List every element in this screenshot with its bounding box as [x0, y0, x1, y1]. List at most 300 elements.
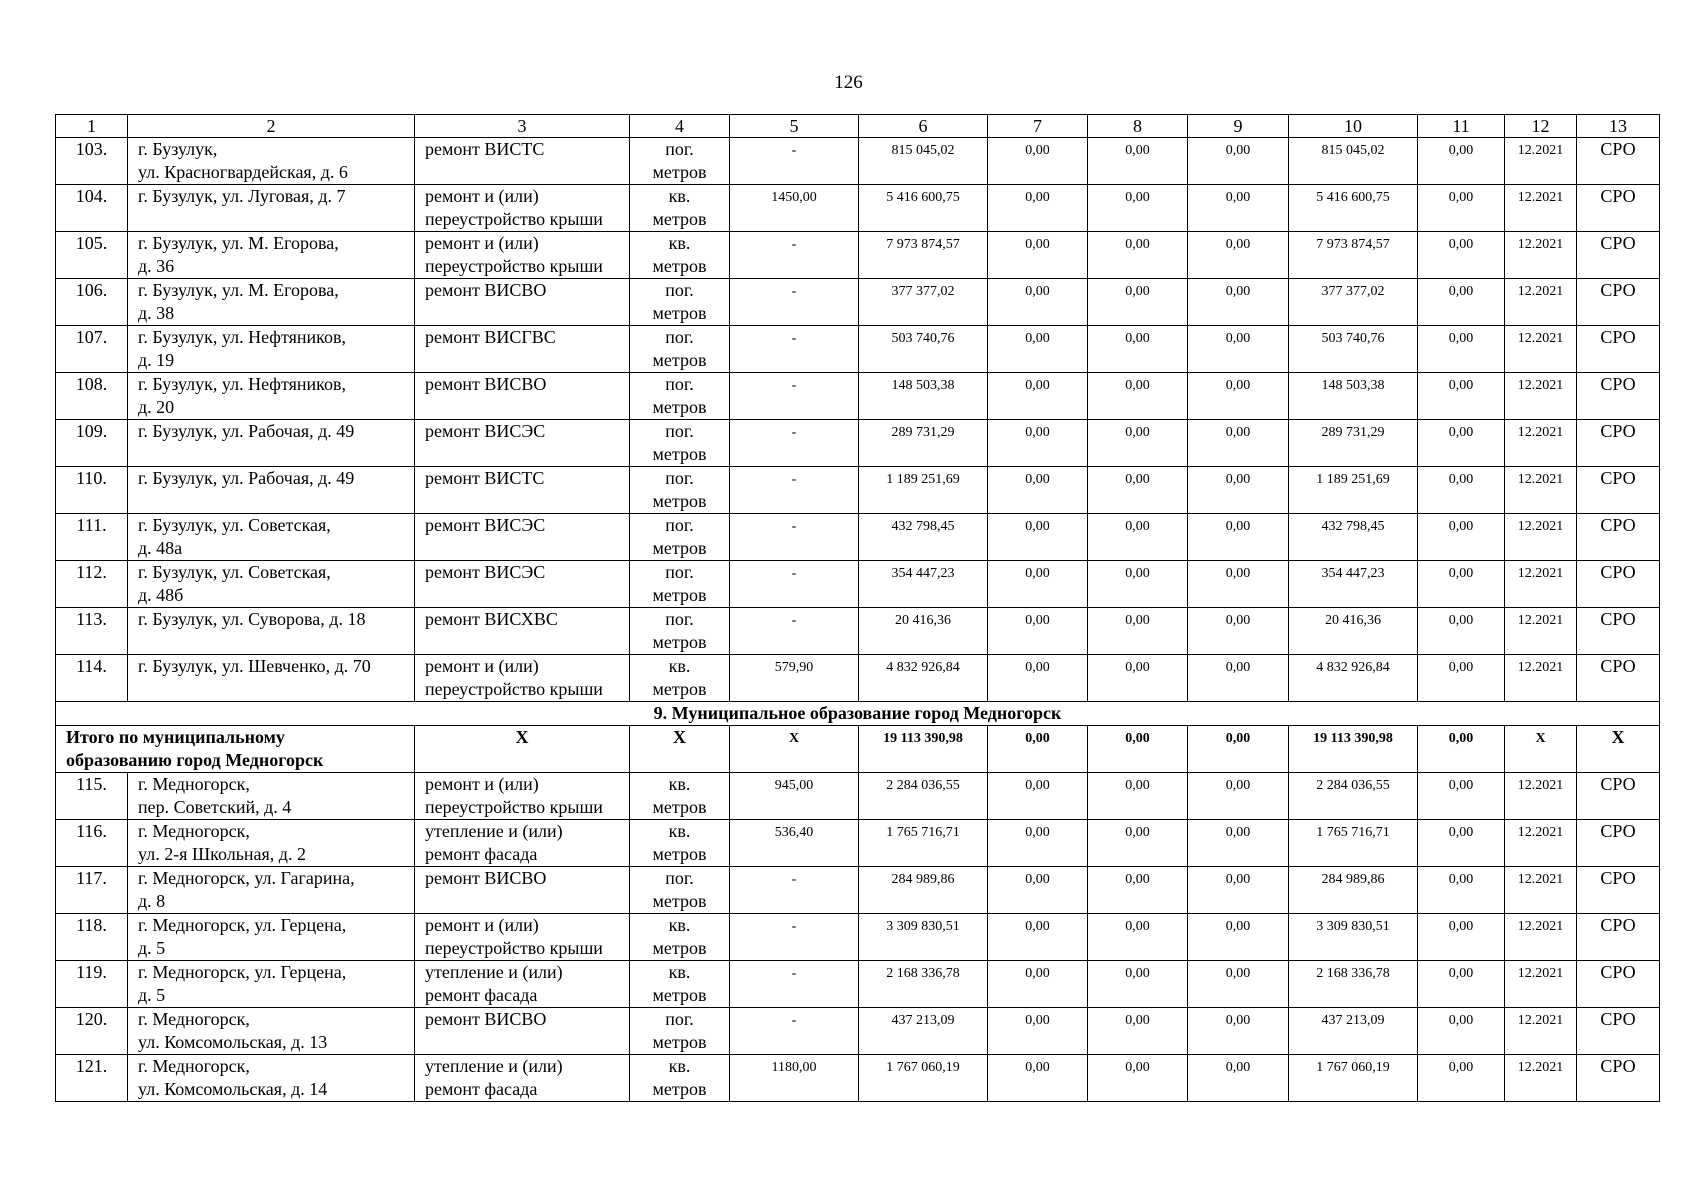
date-cell: 12.2021 — [1505, 326, 1577, 373]
address-line1: г. Бузулук, ул. М. Егорова, — [138, 233, 339, 253]
date-cell: 12.2021 — [1505, 655, 1577, 702]
work-type-line1: ремонт и (или) — [425, 915, 539, 935]
col8-cell: 0,00 — [1088, 820, 1188, 867]
date-cell: 12.2021 — [1505, 514, 1577, 561]
date-cell: 12.2021 — [1505, 1055, 1577, 1102]
table-body-section — [56, 702, 1660, 773]
col10-cell: 1 765 716,71 — [1289, 820, 1418, 867]
unit-line2: метров — [652, 350, 707, 370]
row-number: 103. — [56, 138, 128, 185]
table-row — [56, 1008, 1660, 1055]
work-type-cell — [415, 773, 630, 820]
row-number: 105. — [56, 232, 128, 279]
total-col10: 19 113 390,98 — [1289, 726, 1418, 773]
unit-cell — [630, 561, 730, 608]
total-cost-cell: 20 416,36 — [859, 608, 988, 655]
address-cell — [128, 420, 415, 467]
header-cell: 5 — [730, 115, 859, 138]
col11-cell: 0,00 — [1418, 1008, 1505, 1055]
col10-cell: 284 989,86 — [1289, 867, 1418, 914]
table-row — [56, 561, 1660, 608]
col10-cell: 503 740,76 — [1289, 326, 1418, 373]
method-cell: СРО — [1577, 326, 1660, 373]
area-cell: - — [730, 467, 859, 514]
address-line1: г. Бузулук, ул. Рабочая, д. 49 — [138, 421, 355, 441]
work-type-line1: ремонт ВИСТС — [425, 468, 545, 488]
work-type-line1: ремонт и (или) — [425, 656, 539, 676]
table-body-buzuluk — [56, 138, 1660, 702]
work-type-line2: переустройство крыши — [425, 679, 603, 699]
col7-cell: 0,00 — [988, 820, 1088, 867]
unit-line2: метров — [652, 679, 707, 699]
method-cell: СРО — [1577, 608, 1660, 655]
total-cost-cell: 4 832 926,84 — [859, 655, 988, 702]
address-line2: пер. Советский, д. 4 — [138, 797, 292, 817]
unit-cell — [630, 1008, 730, 1055]
date-cell: 12.2021 — [1505, 420, 1577, 467]
col7-cell: 0,00 — [988, 467, 1088, 514]
row-number: 108. — [56, 373, 128, 420]
header-cell: 10 — [1289, 115, 1418, 138]
area-cell: - — [730, 961, 859, 1008]
header-cell: 4 — [630, 115, 730, 138]
unit-line1: кв. — [668, 821, 691, 841]
col11-cell: 0,00 — [1418, 326, 1505, 373]
col11-cell: 0,00 — [1418, 279, 1505, 326]
col9-cell: 0,00 — [1188, 326, 1289, 373]
total-cost-cell: 2 168 336,78 — [859, 961, 988, 1008]
col7-cell: 0,00 — [988, 279, 1088, 326]
method-cell: СРО — [1577, 279, 1660, 326]
unit-cell — [630, 655, 730, 702]
unit-line2: метров — [652, 632, 707, 652]
total-cost-cell: 284 989,86 — [859, 867, 988, 914]
unit-line1: пог. — [665, 609, 694, 629]
work-type-cell — [415, 326, 630, 373]
total-col12: Х — [1505, 726, 1577, 773]
col7-cell: 0,00 — [988, 185, 1088, 232]
work-type-line1: ремонт ВИСВО — [425, 868, 547, 888]
col10-cell: 354 447,23 — [1289, 561, 1418, 608]
col9-cell: 0,00 — [1188, 820, 1289, 867]
area-cell: - — [730, 561, 859, 608]
work-type-cell — [415, 961, 630, 1008]
row-number: 110. — [56, 467, 128, 514]
unit-line2: метров — [652, 985, 707, 1005]
total-cost-cell: 815 045,02 — [859, 138, 988, 185]
unit-line2: метров — [652, 797, 707, 817]
col9-cell: 0,00 — [1188, 514, 1289, 561]
total-cost-cell: 432 798,45 — [859, 514, 988, 561]
work-type-line2: переустройство крыши — [425, 256, 603, 276]
col10-cell: 20 416,36 — [1289, 608, 1418, 655]
col10-cell: 432 798,45 — [1289, 514, 1418, 561]
unit-line2: метров — [652, 397, 707, 417]
date-cell: 12.2021 — [1505, 279, 1577, 326]
unit-line2: метров — [652, 891, 707, 911]
unit-line2: метров — [652, 938, 707, 958]
address-cell — [128, 1055, 415, 1102]
header-cell: 3 — [415, 115, 630, 138]
date-cell: 12.2021 — [1505, 232, 1577, 279]
total-col8: 0,00 — [1088, 726, 1188, 773]
address-line1: г. Бузулук, ул. Советская, — [138, 515, 331, 535]
address-cell — [128, 961, 415, 1008]
method-cell: СРО — [1577, 561, 1660, 608]
table-body-mednogorsk — [56, 773, 1660, 1102]
address-line2: д. 20 — [138, 397, 175, 417]
address-cell — [128, 514, 415, 561]
col9-cell: 0,00 — [1188, 467, 1289, 514]
col10-cell: 4 832 926,84 — [1289, 655, 1418, 702]
row-number: 118. — [56, 914, 128, 961]
col9-cell: 0,00 — [1188, 773, 1289, 820]
total-col6: 19 113 390,98 — [859, 726, 988, 773]
total-col4: Х — [630, 726, 730, 773]
unit-cell — [630, 420, 730, 467]
work-type-cell — [415, 1055, 630, 1102]
work-type-cell — [415, 373, 630, 420]
row-number: 104. — [56, 185, 128, 232]
total-col13: Х — [1577, 726, 1660, 773]
section-row — [56, 702, 1660, 726]
date-cell: 12.2021 — [1505, 773, 1577, 820]
page-number: 126 — [834, 72, 863, 93]
unit-line1: пог. — [665, 421, 694, 441]
address-line2: ул. Комсомольская, д. 14 — [138, 1079, 328, 1099]
col10-cell: 5 416 600,75 — [1289, 185, 1418, 232]
work-type-line1: утепление и (или) — [425, 1056, 563, 1076]
unit-cell — [630, 961, 730, 1008]
header-cell: 13 — [1577, 115, 1660, 138]
col10-cell: 148 503,38 — [1289, 373, 1418, 420]
work-type-cell — [415, 1008, 630, 1055]
row-number: 109. — [56, 420, 128, 467]
method-cell: СРО — [1577, 373, 1660, 420]
row-number: 113. — [56, 608, 128, 655]
col7-cell: 0,00 — [988, 867, 1088, 914]
column-number-header — [56, 115, 1660, 138]
total-col9: 0,00 — [1188, 726, 1289, 773]
date-cell: 12.2021 — [1505, 820, 1577, 867]
col9-cell: 0,00 — [1188, 1055, 1289, 1102]
total-cost-cell: 3 309 830,51 — [859, 914, 988, 961]
unit-cell — [630, 514, 730, 561]
col9-cell: 0,00 — [1188, 1008, 1289, 1055]
table-row — [56, 655, 1660, 702]
col7-cell: 0,00 — [988, 373, 1088, 420]
col7-cell: 0,00 — [988, 326, 1088, 373]
table-row — [56, 279, 1660, 326]
col9-cell: 0,00 — [1188, 232, 1289, 279]
col8-cell: 0,00 — [1088, 961, 1188, 1008]
col7-cell: 0,00 — [988, 655, 1088, 702]
total-col3: Х — [415, 726, 630, 773]
unit-cell — [630, 326, 730, 373]
col10-cell: 815 045,02 — [1289, 138, 1418, 185]
date-cell: 12.2021 — [1505, 867, 1577, 914]
total-label-line1: Итого по муниципальному — [66, 727, 285, 747]
work-type-cell — [415, 232, 630, 279]
unit-cell — [630, 373, 730, 420]
col7-cell: 0,00 — [988, 138, 1088, 185]
work-type-cell — [415, 820, 630, 867]
table-row — [56, 232, 1660, 279]
row-number: 121. — [56, 1055, 128, 1102]
method-cell: СРО — [1577, 1008, 1660, 1055]
header-cell: 7 — [988, 115, 1088, 138]
date-cell: 12.2021 — [1505, 561, 1577, 608]
work-type-line1: ремонт ВИСВО — [425, 280, 547, 300]
work-type-cell — [415, 467, 630, 514]
col11-cell: 0,00 — [1418, 138, 1505, 185]
table-row — [56, 326, 1660, 373]
col8-cell: 0,00 — [1088, 185, 1188, 232]
table-row — [56, 820, 1660, 867]
row-number: 117. — [56, 867, 128, 914]
area-cell: - — [730, 232, 859, 279]
col11-cell: 0,00 — [1418, 514, 1505, 561]
unit-line1: кв. — [668, 774, 691, 794]
address-line2: д. 48а — [138, 538, 183, 558]
col8-cell: 0,00 — [1088, 279, 1188, 326]
row-number: 116. — [56, 820, 128, 867]
unit-line2: метров — [652, 162, 707, 182]
work-type-cell — [415, 185, 630, 232]
area-cell: - — [730, 914, 859, 961]
unit-line1: кв. — [668, 962, 691, 982]
area-cell: - — [730, 608, 859, 655]
address-cell — [128, 279, 415, 326]
col9-cell: 0,00 — [1188, 961, 1289, 1008]
area-cell: 945,00 — [730, 773, 859, 820]
work-type-line2: переустройство крыши — [425, 938, 603, 958]
unit-cell — [630, 232, 730, 279]
address-line1: г. Бузулук, ул. Нефтяников, — [138, 327, 346, 347]
row-number: 112. — [56, 561, 128, 608]
unit-line1: пог. — [665, 515, 694, 535]
address-cell — [128, 232, 415, 279]
unit-cell — [630, 185, 730, 232]
work-type-line1: утепление и (или) — [425, 962, 563, 982]
address-line2: ул. 2-я Школьная, д. 2 — [138, 844, 306, 864]
address-cell — [128, 185, 415, 232]
col9-cell: 0,00 — [1188, 185, 1289, 232]
date-cell: 12.2021 — [1505, 1008, 1577, 1055]
table-row — [56, 185, 1660, 232]
work-type-line2: переустройство крыши — [425, 797, 603, 817]
col8-cell: 0,00 — [1088, 138, 1188, 185]
work-type-cell — [415, 279, 630, 326]
address-cell — [128, 561, 415, 608]
col11-cell: 0,00 — [1418, 467, 1505, 514]
address-line2: д. 36 — [138, 256, 175, 276]
unit-cell — [630, 820, 730, 867]
address-cell — [128, 467, 415, 514]
method-cell: СРО — [1577, 514, 1660, 561]
total-cost-cell: 503 740,76 — [859, 326, 988, 373]
table-row — [56, 608, 1660, 655]
date-cell: 12.2021 — [1505, 373, 1577, 420]
unit-line2: метров — [652, 303, 707, 323]
address-line1: г. Бузулук, — [138, 139, 218, 159]
total-cost-cell: 7 973 874,57 — [859, 232, 988, 279]
header-cell: 12 — [1505, 115, 1577, 138]
area-cell: 1450,00 — [730, 185, 859, 232]
unit-line1: пог. — [665, 139, 694, 159]
address-line1: г. Бузулук, ул. Рабочая, д. 49 — [138, 468, 355, 488]
address-cell — [128, 138, 415, 185]
table-row — [56, 914, 1660, 961]
table-row — [56, 514, 1660, 561]
area-cell: 579,90 — [730, 655, 859, 702]
unit-line1: пог. — [665, 868, 694, 888]
col11-cell: 0,00 — [1418, 914, 1505, 961]
unit-line1: кв. — [668, 233, 691, 253]
address-cell — [128, 867, 415, 914]
date-cell: 12.2021 — [1505, 608, 1577, 655]
unit-line1: пог. — [665, 374, 694, 394]
address-line1: г. Медногорск, — [138, 1056, 250, 1076]
address-cell — [128, 1008, 415, 1055]
total-label-line2: образованию город Медногорск — [66, 750, 324, 770]
work-type-line2: ремонт фасада — [425, 985, 538, 1005]
address-cell — [128, 608, 415, 655]
work-type-cell — [415, 138, 630, 185]
work-type-cell — [415, 655, 630, 702]
header-cell: 8 — [1088, 115, 1188, 138]
unit-line2: метров — [652, 444, 707, 464]
col7-cell: 0,00 — [988, 1055, 1088, 1102]
area-cell: 536,40 — [730, 820, 859, 867]
total-cost-cell: 437 213,09 — [859, 1008, 988, 1055]
col11-cell: 0,00 — [1418, 373, 1505, 420]
header-cell: 1 — [56, 115, 128, 138]
address-line1: г. Медногорск, ул. Герцена, — [138, 915, 347, 935]
unit-cell — [630, 467, 730, 514]
col7-cell: 0,00 — [988, 773, 1088, 820]
col10-cell: 3 309 830,51 — [1289, 914, 1418, 961]
col9-cell: 0,00 — [1188, 561, 1289, 608]
address-cell — [128, 914, 415, 961]
address-line2: д. 8 — [138, 891, 166, 911]
col9-cell: 0,00 — [1188, 279, 1289, 326]
method-cell: СРО — [1577, 232, 1660, 279]
method-cell: СРО — [1577, 655, 1660, 702]
col8-cell: 0,00 — [1088, 232, 1188, 279]
unit-line2: метров — [652, 1079, 707, 1099]
area-cell: - — [730, 279, 859, 326]
row-number: 120. — [56, 1008, 128, 1055]
col11-cell: 0,00 — [1418, 867, 1505, 914]
total-col5: Х — [730, 726, 859, 773]
unit-cell — [630, 773, 730, 820]
unit-line1: пог. — [665, 468, 694, 488]
unit-cell — [630, 914, 730, 961]
date-cell: 12.2021 — [1505, 185, 1577, 232]
unit-cell — [630, 867, 730, 914]
address-line2: д. 5 — [138, 938, 166, 958]
col8-cell: 0,00 — [1088, 1008, 1188, 1055]
col11-cell: 0,00 — [1418, 185, 1505, 232]
work-type-line1: ремонт и (или) — [425, 233, 539, 253]
address-line1: г. Медногорск, — [138, 821, 250, 841]
unit-line1: пог. — [665, 1009, 694, 1029]
col11-cell: 0,00 — [1418, 820, 1505, 867]
method-cell: СРО — [1577, 420, 1660, 467]
col7-cell: 0,00 — [988, 420, 1088, 467]
row-number: 107. — [56, 326, 128, 373]
col9-cell: 0,00 — [1188, 138, 1289, 185]
unit-line2: метров — [652, 1032, 707, 1052]
date-cell: 12.2021 — [1505, 467, 1577, 514]
col10-cell: 1 189 251,69 — [1289, 467, 1418, 514]
work-type-cell — [415, 561, 630, 608]
col8-cell: 0,00 — [1088, 608, 1188, 655]
work-type-line1: ремонт ВИСЭС — [425, 421, 546, 441]
col8-cell: 0,00 — [1088, 561, 1188, 608]
method-cell: СРО — [1577, 867, 1660, 914]
address-line1: г. Медногорск, ул. Герцена, — [138, 962, 347, 982]
col8-cell: 0,00 — [1088, 1055, 1188, 1102]
table-row — [56, 420, 1660, 467]
col9-cell: 0,00 — [1188, 373, 1289, 420]
unit-line1: пог. — [665, 327, 694, 347]
unit-line2: метров — [652, 844, 707, 864]
unit-line2: метров — [652, 538, 707, 558]
method-cell: СРО — [1577, 820, 1660, 867]
col8-cell: 0,00 — [1088, 867, 1188, 914]
area-cell: - — [730, 138, 859, 185]
address-line1: г. Медногорск, — [138, 1009, 250, 1029]
col9-cell: 0,00 — [1188, 914, 1289, 961]
unit-line2: метров — [652, 585, 707, 605]
row-number: 115. — [56, 773, 128, 820]
section-title: 9. Муниципальное образование город Медногорск — [56, 702, 1660, 726]
total-cost-cell: 148 503,38 — [859, 373, 988, 420]
row-number: 114. — [56, 655, 128, 702]
method-cell: СРО — [1577, 185, 1660, 232]
total-col7: 0,00 — [988, 726, 1088, 773]
row-number: 119. — [56, 961, 128, 1008]
work-type-line2: ремонт фасада — [425, 844, 538, 864]
total-row — [56, 726, 1660, 773]
unit-cell — [630, 279, 730, 326]
address-cell — [128, 773, 415, 820]
col7-cell: 0,00 — [988, 1008, 1088, 1055]
address-line1: г. Бузулук, ул. Суворова, д. 18 — [138, 609, 366, 629]
unit-line2: метров — [652, 256, 707, 276]
work-type-line1: ремонт ВИСВО — [425, 374, 547, 394]
method-cell: СРО — [1577, 961, 1660, 1008]
unit-line2: метров — [652, 209, 707, 229]
work-type-cell — [415, 867, 630, 914]
area-cell: - — [730, 373, 859, 420]
col7-cell: 0,00 — [988, 514, 1088, 561]
total-cost-cell: 1 189 251,69 — [859, 467, 988, 514]
address-line2: ул. Комсомольская, д. 13 — [138, 1032, 328, 1052]
work-type-line1: ремонт ВИСЭС — [425, 562, 546, 582]
total-cost-cell: 377 377,02 — [859, 279, 988, 326]
area-cell: 1180,00 — [730, 1055, 859, 1102]
unit-cell — [630, 138, 730, 185]
col11-cell: 0,00 — [1418, 608, 1505, 655]
address-line2: д. 5 — [138, 985, 166, 1005]
address-line2: д. 48б — [138, 585, 184, 605]
table-row — [56, 467, 1660, 514]
unit-line1: кв. — [668, 186, 691, 206]
work-type-line1: ремонт ВИСХВС — [425, 609, 558, 629]
